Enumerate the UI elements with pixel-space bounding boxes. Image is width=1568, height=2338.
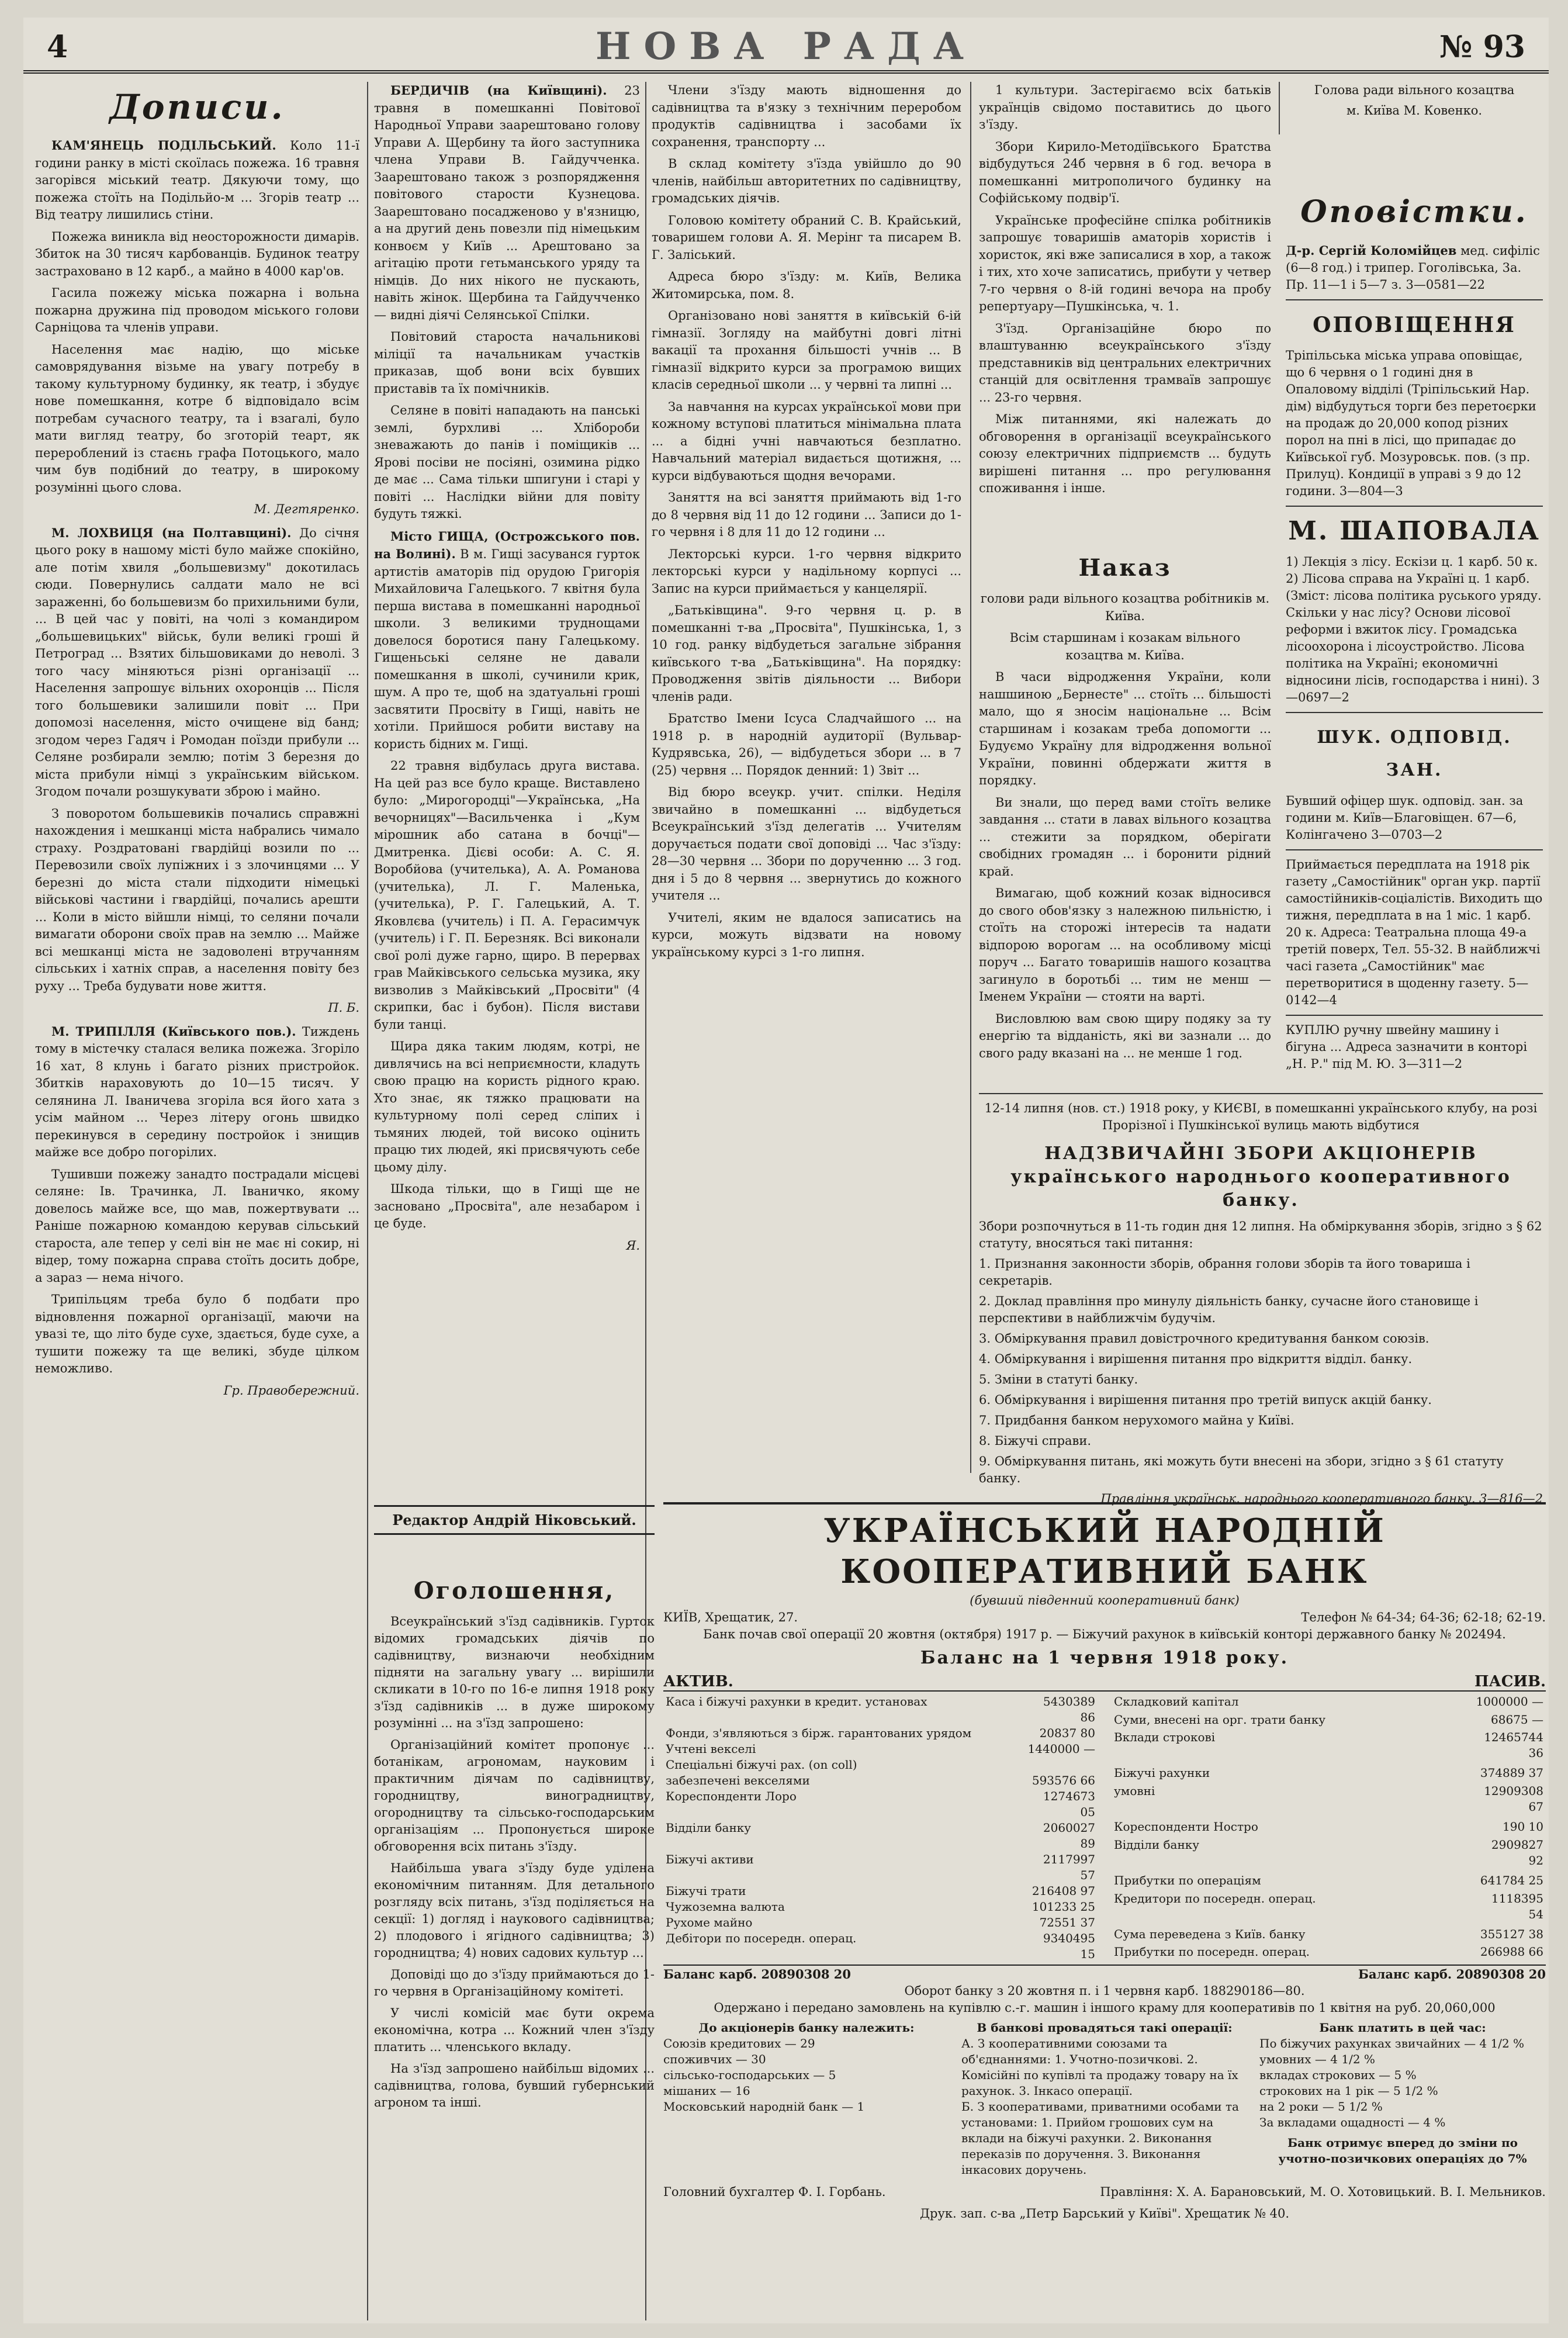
column-notices xyxy=(652,82,961,1479)
balance-item-name: Біжучі рахунки xyxy=(1114,1766,1210,1780)
newspaper-title: НОВА РАДА xyxy=(596,25,977,68)
divider xyxy=(663,1502,1546,1505)
article-text: Гасила пожежу міська пожарна і вольна пожарна дружина під проводом міського голови Сарніцова та членів управи. xyxy=(35,286,359,334)
shareholders-meeting xyxy=(979,1087,1543,1506)
notice-text: „Батьківщина". 9-го червня ц. р. в помешканні т-ва „Просвіта", Пушкінська, 1, з 10 год. ранку відбудеться загальне зібрання київського т-ва „Батьківщина". На порядку: Проводження звітів діяльности ... Вибори членів ради. xyxy=(652,603,961,704)
balance-item-value: 12909308 67 xyxy=(1484,1783,1543,1814)
ad-text: КУПЛЮ ручну швейну машину і бігуна ... Адреса зазначити в конторі „Н. Р." під М. Ю. 3—311—2 xyxy=(1286,1023,1528,1071)
balance-row xyxy=(1112,1783,1546,1819)
article-text: Населення має надію, що міське самоврядування візьме на увагу потребу в такому культурному будинку, як театр, і збудує нове помешкання, котре б відповідало всім потребам сучасного театру, та і взагалі, було мати вигляд театру, бо зготорій теарт, як перероблений із стаєнь графа Потоцького, мало чим був подібний до театру, в широкому розумінні цього слова. xyxy=(35,342,359,494)
ad-text: 1) Лекція з лісу. Ескізи ц. 1 карб. 50 к. 2) Лісова справа на Україні ц. 1 карб. (Зміст: лісова політика руського уряду. Скільки у нас лісу? Основи лісової реформи і вжиток лісу. Громадська лісоохорона і лісоустройство. Лісова політика на Україні; економичні відносини лісів, господарства і нині). 3—0697—2 xyxy=(1286,555,1542,704)
balance-item-value: 374889 37 xyxy=(1480,1766,1543,1780)
balance-row xyxy=(663,1852,1098,1883)
dateline: Місто ГИЩА, (Острожського пов. на Волині). xyxy=(374,528,640,561)
balance-row xyxy=(663,1899,1098,1915)
article-text: Пожежа виникла від неосторожности димарів. Збиток на 30 тисяч карбованців. Будинок театру застраховано в 12 карб., а майно в 4000 кар'ов. xyxy=(35,229,359,278)
masthead xyxy=(23,18,1549,74)
agenda-item: 6. Обміркування і вирішення питання про третій випуск акцій банку. xyxy=(979,1393,1432,1407)
balance-row xyxy=(663,1915,1098,1931)
balance-item-name: Фонди, з'являються з бірж. гарантованих урядом xyxy=(666,1726,972,1740)
balance-item-name: Прибутки по операціям xyxy=(1114,1873,1261,1887)
ad-text: Бувший офіцер шук. одповід. зан. за години м. Київ—Благовіщен. 67—6, Колінгачено 3—0703—2 xyxy=(1286,794,1524,842)
balance-item-name: Відділи банку xyxy=(1114,1837,1200,1852)
notice-text: За навчання на курсах української мови при кожному вступові платиться мінімальна плата ... а бідні учні навчаються безплатно. Навчальний матеріал видається щотижня, ... курси відбуваються щодня вечорами. xyxy=(652,399,961,483)
balance-item-name: Рухоме майно xyxy=(666,1915,753,1929)
dateline: КАМ'ЯНЕЦЬ ПОДІЛЬСЬКИЙ. xyxy=(51,138,276,153)
balance-item-value: 12465744 36 xyxy=(1484,1730,1543,1761)
balance-item-name: Дебітори по посередн. операц. xyxy=(666,1931,857,1945)
balance-row xyxy=(1112,1927,1546,1945)
article-text: Тушивши пожежу занадто пострадали місцеві селяне: Ів. Трачинка, Л. Іваничко, якому довелось майже все, що мав, пожертвувати ... Раніше пожарною командою керував сільський староста, але тепер у селі він не має ні сокир, ні відер, тому пожарна справа стоїть досить добре, а зараз — нема нічого. xyxy=(35,1167,359,1285)
bank-title: УКРАЇНСЬКИЙ НАРОДНІЙ КООПЕРАТИВНИЙ БАНК xyxy=(823,1512,1386,1591)
balance-item-value: 9340495 15 xyxy=(1043,1931,1095,1961)
aktiv-label: АКТИВ. xyxy=(663,1673,733,1690)
order-column xyxy=(979,544,1271,1081)
balance-row xyxy=(1112,1944,1546,1962)
balance-item-value: 190 10 xyxy=(1503,1820,1543,1834)
balance-row xyxy=(663,1773,1098,1789)
balance-row xyxy=(663,1820,1098,1852)
bank-subtitle: (бувший південний кооперативний банк) xyxy=(970,1593,1240,1607)
announcement-text: У числі комісій має бути окрема економічна, котра ... Кожний член з'їзду платить ... членського вкладу. xyxy=(374,2006,655,2054)
balance-item-value: 101233 25 xyxy=(1032,1900,1095,1914)
bank-orders: Одержано і передано замовлень на купівлю с.-г. машин і іншого краму для кооперативів по 1 квітня на руб. 20,060,000 xyxy=(714,2001,1496,2015)
balance-item-name: Кореспонденти Ностро xyxy=(1114,1820,1258,1834)
signature: М. Дегтяренко. xyxy=(254,502,359,516)
announcement-text: На з'їзд запрошено найбільш відомих ... садівництва, голова, бувший губернський агроном та інші. xyxy=(374,2062,655,2109)
balance-row xyxy=(663,1789,1098,1820)
signature: П. Б. xyxy=(328,1001,359,1015)
operations-text: Б. З кооперативами, приватними особами та установами: 1. Прийом грошових сум на вклади на біжучі рахунки. 2. Виконання переказів по доручення. 3. Виконання інкасових доручень. xyxy=(961,2100,1239,2177)
bank-advertisement: УКРАЇНСЬКИЙ НАРОДНІЙ КООПЕРАТИВНИЙ БАНК (бувший південний кооперативний банк) КИЇВ, Хрещатик, 27. Телефон № 64-34; 64-36; 62-18; 62-19. Банк почав свої операції 20 жовтня (октября) 1917 р. — Біжучий рахунок в київській конторі державного банку № 202494. Баланс на 1 червня 1918 року. АКТИВ. ПАСИВ. Каса і біжучі рахунки в кредит. установах 5430389 86 Фонди, з'являються з бірж. гарантованих урядом 20837 80 Учтені векселі 1440000 — Спеціальні біжучі рах. (on coll) забезпечені векселями 593576 66 Кореспонденти Лоро 1274673 05 Відділи банку 2060027 89 Біжучі активи 2117997 57 Біжучі трати 216408 97 Чужоземна валюта 101233 25 Рухоме майно 72551 37 Дебітори по посередн. операц. 9340495 15 Складковий капітал 1000000 — Суми, внесені на орг. трати банку 68675 — Вклади строкові 12465744 36 Біжучі рахунки 374889 37 умовні 12909308 67 Кореспонденти Ностро 190 10 Відділи банку 2909827 92 Прибутки по операціям 641784 25 Кредитори по посередн. операц. 1118395 54 Сума переведена з Київ. банку 355127 38 Прибутки по посередн. операц. 266988 66 Баланс карб. 20890308 20 Баланс карб. 20890308 20 Оборот банку з 20 жовтня п. і 1 червня карб. 188290186—80. Одержано і передано замовлень на купівлю с.-г. машин і іншого краму для кооперативів по 1 квітня на руб. 20,060,000 До акціонерів банку належить: Союзів кредитових — 29 споживчих — 30 сільсько-господарських — 5 мішаних — 16 Московський народній банк — 1 В банкові провадяться такі операції: А. З кооперативними союзами та об'єднаннями: 1. Учотно-позичкові. 2. Комісійні по купівлі та продажу товару на їх рахунок. 3. Інкасо операції. Б. З кооперативами, приватними особами та установами: 1. Прийом грошових сум на вклади на біжучі рахунки. 2. Виконання переказів по доручення. 3. Виконання інкасових доручень. Банк платить в цей час: По біжучих рахунках звичайних — 4 1/2 % умовних — 4 1/2 % вкладах строкових — 5 % строкових на 1 рік — 5 1/2 % на 2 роки — 5 1/2 % За вкладами ощадності — 4 % Банк отримує вперед до зміни по учотно-позичкових операціях до 7% Головний бухгалтер Ф. І. Горбань. Правління: Х. А. Барановський, М. О. Хотовицький. В. І. Мельников. Друк. зап. с-ва „Петр Барський у Київі". Хрещатик № 40. xyxy=(663,1496,1546,2332)
divider xyxy=(1286,506,1543,507)
operations-heading: В банкові провадяться такі операції: xyxy=(977,2021,1233,2035)
agenda-item: 9. Обміркування питань, які можуть бути внесені на збори, згідно з § 61 статуту банку. xyxy=(979,1454,1504,1485)
agenda-item: 8. Біжучі справи. xyxy=(979,1434,1092,1448)
balance-item-value: 355127 38 xyxy=(1480,1927,1543,1941)
rate-row: По біжучих рахунках звичайних — 4 1/2 % xyxy=(1259,2036,1525,2050)
balance-item-value: 1440000 — xyxy=(1027,1742,1095,1756)
balance-row xyxy=(1112,1765,1546,1783)
divider xyxy=(979,1093,1543,1094)
pasiv-total: 20890308 20 xyxy=(1456,1967,1546,1981)
balance-item-name: Кредитори по посередн. операц. xyxy=(1114,1891,1316,1905)
balance-item-value xyxy=(1023,1757,1098,1773)
ad-heading: ОПОВІЩЕННЯ xyxy=(1313,313,1516,337)
balance-item-value: 1274673 05 xyxy=(1043,1789,1095,1819)
signature: Правління українськ. народнього кооперативного банку. 3—816—2 xyxy=(1100,1492,1543,1506)
balance-row xyxy=(1112,1891,1546,1927)
rate-note: Банк отримує вперед до зміни по учотно-позичкових операціях до 7% xyxy=(1278,2136,1527,2166)
balance-item-value: 20837 80 xyxy=(1039,1726,1095,1740)
balance-heading: Баланс на 1 червня 1918 року. xyxy=(920,1648,1289,1668)
issue-number: № 93 xyxy=(1439,29,1525,65)
balance-item-value: 5430389 86 xyxy=(1043,1694,1095,1724)
notice-text: Українське професійне спілка робітників запрошує товаришів аматорів хористів і хористок, які вже записалися в хор, а також і тих, хто хоче записатись, прибути у четвер 7-го червня о 8-ій годині вечора на пробу репертуару—Пушкінська, ч. 1. xyxy=(979,213,1271,313)
balance-item-name: Вклади строкові xyxy=(1114,1730,1216,1745)
announcements-column xyxy=(374,1566,655,2326)
bank-address: КИЇВ, Хрещатик, 27. xyxy=(663,1610,798,1624)
printer-line: Друк. зап. с-ва „Петр Барський у Київі". Хрещатик № 40. xyxy=(919,2206,1290,2221)
balance-item-value: 68675 — xyxy=(1491,1712,1543,1727)
board-label: Правління: xyxy=(1100,2185,1173,2199)
ad-text: мед. сифіліс (6—8 год.) і трипер. Гоголівська, 3а. Пр. 11—1 і 5—7 з. 3—0581—22 xyxy=(1286,244,1540,292)
agenda-item: 7. Придбання банком нерухомого майна у Київі. xyxy=(979,1413,1294,1427)
rate-row: на 2 роки — 5 1/2 % xyxy=(1259,2100,1383,2114)
dateline: М. ТРИПІЛЛЯ (Київського пов.). xyxy=(51,1023,296,1039)
balance-row xyxy=(1112,1873,1546,1891)
shareholders-heading: До акціонерів банку належить: xyxy=(698,2021,915,2035)
signature: Гр. Правобережний. xyxy=(223,1383,359,1398)
article-text: Коло 11-ї години ранку в місті скоїлась пожежа. 16 травня загорівся міський театр. Дякуючи тому, що пожежа стоїть на Подільйо-м ... Згорів театр ... Від театру лишились стіни. xyxy=(35,139,359,222)
order-text: Висловлюю вам свою щиру подяку за ту енергію та відданість, які ви зазнали ... до свого раду вказані на ... не менше 1 год. xyxy=(979,1011,1271,1060)
ad-text: м. Київа М. Ковенко. xyxy=(1346,103,1483,117)
balance-item-name: умовні xyxy=(1114,1783,1155,1798)
divider xyxy=(1286,849,1543,850)
balance-item-value: 641784 25 xyxy=(1480,1873,1543,1887)
newspaper-page xyxy=(23,18,1549,2323)
column-notices-2 xyxy=(979,82,1271,538)
balance-item-name: Сума переведена з Київ. банку xyxy=(1114,1927,1306,1941)
dateline: М. ЛОХВИЦЯ (на Полтавщині). xyxy=(51,525,292,540)
announcement-text: Доповіді що до з'їзду приймаються до 1-го червня в Організаційному комітеті. xyxy=(374,1967,655,1998)
balance-item-name: Біжучі трати xyxy=(666,1884,746,1898)
bank-turnover: Оборот банку з 20 жовтня п. і 1 червня карб. 188290186—80. xyxy=(904,1984,1305,1998)
signature: Я. xyxy=(626,1238,640,1253)
balance-item-name: Суми, внесені на орг. трати банку xyxy=(1114,1712,1325,1727)
balance-row xyxy=(663,1741,1098,1757)
order-subheading: голови ради вільного козацтва робітників м. Київа. xyxy=(980,592,1270,623)
ad-name: Д-р. Сергій Коломійцев xyxy=(1286,243,1457,258)
announcement-text: Всеукраїнський з'їзд садівників. Гурток відомих громадських діячів по садівництву, визнаючи необхідним підняти на загальну увагу ... вирішили скликати в 10-го по 16-е липня 1918 року з'їзд садівників ... в дуже широкому розумінні ... на з'їзд запрошено: xyxy=(374,1614,655,1730)
pasiv-table xyxy=(1112,1694,1546,1962)
meeting-text: Збори розпочнуться в 11-ть годин дня 12 липня. На обміркування зборів, згідно з § 62 статуту, вносяться такі питання: xyxy=(979,1219,1542,1250)
shareholder-row: споживчих — 30 xyxy=(663,2052,766,2066)
notice-text: Учителі, яким не вдалося записатись на курси, можуть відзвати на новому українському курсі з 1-го липня. xyxy=(652,910,961,959)
order-text: Вимагаю, щоб кожний козак відносився до свого обов'язку з належною пильністю, і стоїть на сторожі інтересів та надати відпорою ворогам ... на особливому місці поруч ... Багато товаришів нашого козацтва загинуло в боротьбі ... тим не менш — Іменем України — стояти на варті. xyxy=(979,886,1271,1004)
meeting-heading: НАДЗВИЧАЙНІ ЗБОРИ АКЦІОНЕРІВ українського народнього кооперативного банку. xyxy=(1010,1143,1511,1210)
notice-text: 1 культури. Застерігаємо всіх батьків українців свідомо поставитись до цього з'їзду. xyxy=(979,83,1271,132)
ads-column xyxy=(1286,187,1543,1075)
balance-item-value: 216408 97 xyxy=(1032,1884,1095,1898)
operations-text: А. З кооперативними союзами та об'єднаннями: 1. Учотно-позичкові. 2. Комісійні по купівлі та продажу товару на їх рахунок. 3. Інкасо операції. xyxy=(961,2036,1238,2098)
notice-text: Збори Кирило-Методіївського Братства відбудуться 24б червня в 6 год. вечора в помешканні митрополичого будинку на Софійському подвір'ї. xyxy=(979,139,1271,205)
divider xyxy=(1286,299,1543,300)
ad-text: Приймається передплата на 1918 рік газету „Самостійник" орган укр. партії самостійників-соціалістів. Виходить що тижня, передплата в на 1 міс. 1 карб. 20 к. Адреса: Театральна площа 49-а третій поверх, Тел. 55-32. В найближчі часі газета „Самостійник" має перетворитися в щоденну газету. 5—0142—4 xyxy=(1286,857,1543,1007)
rates-heading: Банк платить в цей час: xyxy=(1319,2021,1486,2035)
article-text: Трипільцям треба було б подбати про відновлення пожарної організації, маючи на увазі те, що літо буде сухе, здається, буде сухе, а тушити пожежу та ще великі, збуде цілком неможливо. xyxy=(35,1292,359,1375)
balance-item-value: 1000000 — xyxy=(1476,1694,1543,1708)
agenda-item: 1. Признання законности зборів, обрання голови зборів та його товариша і секретарів. xyxy=(979,1257,1470,1288)
balance-item-value: 72551 37 xyxy=(1039,1915,1095,1929)
divider xyxy=(1286,712,1543,713)
article-text: Селяне в повіті нападають на панські землі, бурхливі ... Хлібороби зневажають до панів і поміщиків ... Ярові посіви не посіяні, озимина рідко де має ... Сама тільки шпигуни і старі у повіті ... Наслідки війни для повіту будуть тяжкі. xyxy=(374,403,640,521)
balance-item-name: Учтені векселі xyxy=(666,1742,756,1756)
announcement-text: Найбільша увага з'їзду буде уділена економічним питанням. Для детального розгляду всіх питань, з'їзд поділяється на секції: 1) догляд і наукового садівництва; 2) плодового і ягідного садівництва; 3) городництва; 4) нових садових культур ... xyxy=(374,1861,655,1960)
notice-text: Лекторські курси. 1-го червня відкрито лекторські курси у надільному корпусі ... Запис на курси приймається у канцелярії. xyxy=(652,547,961,596)
balance-item-value: 2909827 92 xyxy=(1491,1837,1543,1867)
notice-text: Братство Імени Ісуса Сладчайшого ... на 1918 р. в народній аудиторії (Вульвар-Кудрявська, 26), — відбудеться збори ... в 7 (25) червня ... Порядок денний: 1) Звіт ... xyxy=(652,711,961,777)
balance-row xyxy=(1112,1712,1546,1730)
announcement-text: Організаційний комітет пропонує ... ботанікам, агрономам, науковим і практичним діячам по садівництву, городництву, виноградництву, огородництву та сільсько-господарським організаціям ... Пропонується широке обговорення всіх питань з'їзду. xyxy=(374,1738,655,1853)
balance-row xyxy=(663,1694,1098,1725)
notice-text: Головою комітету обраний С. В. Крайський, товаришем голови А. Я. Мерінг та писарем В. Г. Заліський. xyxy=(652,213,961,262)
notice-text: Між питаннями, які належать до обговорення в організації всеукраїнського союзу електричних підприємств ... будуть вирішені питання ... про регулювання споживання і інше. xyxy=(979,412,1271,495)
shareholder-row: сільсько-господарських — 5 xyxy=(663,2068,836,2082)
article-text: З поворотом большевиків почались справжні нахождения і мешканці міста набрались чимало страху. Роздратовані гвардійці возили по ... Перевозили своїх лупіжних і з злочинцями ... У березні до міста стали підходити німецькі військові частини і гвардійці, почались арешти ... Коли в місто війшли німці, то селяни почали вимагати оборони своїх прав на землю ... Майже всі мешканці міста не задоволені втручанням сільських і хатніх справ, а населення повіту без руху ... Треба будувати нове життя. xyxy=(35,806,359,993)
aktiv-table xyxy=(663,1694,1098,1962)
order-text: Ви знали, що перед вами стоїть велике завдання ... стати в лавах вільного козацтва ... стежити за порядком, оберігати свобідних громадян ... і боронити рідний край. xyxy=(979,795,1271,879)
column-rule xyxy=(970,82,971,1473)
board-member: В. І. Мельников. xyxy=(1439,2185,1546,2199)
order-heading: Наказ xyxy=(1078,554,1172,582)
bank-start: Банк почав свої операції 20 жовтня (октября) 1917 р. — Біжучий рахунок в київській конторі державного банку № 202494. xyxy=(703,1627,1506,1641)
page-number: 4 xyxy=(47,29,68,65)
balance-item-value: 593576 66 xyxy=(1032,1773,1095,1787)
ad-heading: М. ШАПОВАЛА xyxy=(1288,516,1541,546)
article-text: 22 травня відбулась друга вистава. На цей раз все було краще. Виставлено було: „Мирогородці"—Українська, „На вечорницях"—Васильченка і „Кум мірошник або сатана в бочці"—Дмитренка. Дієві особи: А. С. Я. Воробйова (учителька), А. А. Романова (учителька), Л. Г. Маленька, (учителька), Р. Г. Галецький, А. Т. Яковлєва (учитель) і П. А. Герасимчук (учитель) і Г. П. Березняк. Всі виконали свої ролі дуже гарно, щиро. В перервах грав Майківського сельська музика, яку визволив з Майківський „Просвіти" (4 скрипки, бас і бубон). Після вистави були танці. xyxy=(374,759,640,1032)
balance-item-value: 2060027 89 xyxy=(1043,1821,1095,1851)
article-text: Повітовий староста начальникові міліції та начальникам участків приказав, щоб вони всіх бувших приставів та їх помічників. xyxy=(374,330,640,396)
section-heading: Оголошення, xyxy=(413,1577,615,1604)
notice-text: Заняття на всі заняття приймають від 1-го до 8 червня від 11 до 12 години ... Записи до 1-го червня і 8 для 11 до 12 години ... xyxy=(652,490,961,539)
notice-text: Члени з'їзду мають відношення до садівництва та в'язку з технічним переробом продуктів садівництва і засобами їх сохранення, транспорту ... xyxy=(652,83,961,149)
rate-row: За вкладами ощадності — 4 % xyxy=(1259,2115,1446,2129)
column-rule xyxy=(1279,82,1280,134)
ads-heading: Оповістки. xyxy=(1300,194,1528,230)
balance-row xyxy=(663,1725,1098,1741)
balance-row xyxy=(1112,1730,1546,1765)
balance-row xyxy=(663,1757,1098,1773)
balance-item-name: Кореспонденти Лоро xyxy=(666,1789,797,1803)
bank-phones: Телефон № 64-34; 64-36; 62-18; 62-19. xyxy=(1301,1610,1546,1624)
balance-item-name: Складковий капітал xyxy=(1114,1694,1239,1708)
notice-text: Адреса бюро з'їзду: м. Київ, Велика Житомирська, пом. 8. xyxy=(652,269,961,301)
section-heading: Дописи. xyxy=(109,87,285,127)
article-text: 23 травня в помешканні Повітової Народньої Управи заарештовано голову Управи А. Щербину та його заступника члена Управи В. Гайдучченка. Заарештовано також з розпорядження повітового старости Кузнецова. Заарештовано посадженово у в'язницю, а на другий день повезли під німецьким конвоєм у Київ ... Арештовано за агітацію проти гетьманського уряду та німців. До них нікого не пускають, навіть жінок. Щербина та Гайдучченко — видні діячі Селянської Спілки. xyxy=(374,84,640,322)
shareholder-row: Московський народній банк — 1 xyxy=(663,2100,865,2114)
divider xyxy=(1286,1015,1543,1016)
column-rule xyxy=(367,82,368,2320)
agenda-item: 5. Зміни в статуті банку. xyxy=(979,1372,1138,1386)
aktiv-total: 20890308 20 xyxy=(761,1967,851,1981)
dateline: БЕРДИЧІВ (на Київщині). xyxy=(390,83,607,98)
shareholder-row: Союзів кредитових — 29 xyxy=(663,2036,815,2050)
column-letters xyxy=(35,82,359,2315)
ad-text: Голова ради вільного козацтва xyxy=(1314,83,1515,97)
balance-row xyxy=(663,1931,1098,1962)
meeting-intro: 12-14 липня (нов. ст.) 1918 року, у КИЄВІ, в помешканні українського клубу, на розі Прорізної і Пушкінської вулиць мають відбутися xyxy=(984,1101,1538,1132)
balance-item-value: 1118395 54 xyxy=(1491,1891,1543,1921)
ads-top xyxy=(1286,82,1543,181)
column-correspondence xyxy=(374,82,640,1555)
order-text: В часи відродження України, коли нашшиною „Бернесте" ... стоїть ... більшості мало, що я зносім національне ... Всім старшинам і козакам треба допомогти ... Будуємо Україну для відродження вольної України, повинні обдержати життя в порядку. xyxy=(979,670,1271,787)
board-member: Х. А. Барановський xyxy=(1176,2185,1302,2199)
agenda-item: 4. Обміркування і вирішення питання про відкриття відділ. банку. xyxy=(979,1352,1413,1366)
notice-text: Організовано нові заняття в київській 6-ій гімназії. Зогляду на майбутні довгі літні вакації та прохання більшості учнів ... В гімназії відкрито курси за програмою вищих класів середньої школи ... у червні та липні ... xyxy=(652,309,961,392)
agenda-item: 3. Обміркування правил довістрочного кредитування банком союзів. xyxy=(979,1331,1429,1346)
article-text: Тиждень тому в містечку сталася велика пожежа. Згоріло 16 хат, 8 клунь і багато різних пристройок. Збитків нараховують до 10—15 тисяч. У селянина Л. Іваничева згоріла вся його хата з усім майном ... Через літеру огонь швидко перекинувся в середину постройок і знищив майже все добро погорілих. xyxy=(35,1024,359,1159)
agenda-item: 2. Доклад правління про минулу діяльність банку, сучасне його становище і перспективи в найближчім будучім. xyxy=(979,1294,1479,1325)
notice-text: В склад комітету з'їзда увійшло до 90 членів, найбільш авторитетних по садівництву, громадських діячів. xyxy=(652,157,961,205)
rate-row: строкових на 1 рік — 5 1/2 % xyxy=(1259,2084,1438,2098)
balance-row xyxy=(1112,1694,1546,1712)
balance-row xyxy=(663,1883,1098,1899)
ad-text: Тріпільська міська управа оповіщає, що 6 червня о 1 годині дня в Опаловому відділі (Тріпільський Нар. дім) відбудуться торги без перетоєрки на продаж до 20,000 копод різних порол на пні в лісі, що припадає до Київської губ. Мозуровськ. пов. (з пр. Прилуц). Кондиції в управі з 9 до 12 години. 3—804—3 xyxy=(1286,348,1536,498)
balance-item-name: Біжучі активи xyxy=(666,1852,754,1866)
balance-item-value: 2117997 57 xyxy=(1043,1852,1095,1882)
balance-item-name: Прибутки по посередн. операц. xyxy=(1114,1945,1310,1959)
board-member: М. О. Хотовицький. xyxy=(1310,2185,1436,2199)
article-text: В м. Гищі засуванся гурток артистів аматорів під орудою Григорія Михайловича Галецького. 7 квітня була перша вистава в помешканні народньої школи. З великими труднощами довелося боротися пану Галецькому. Гищеньські селяне не давали помешкання в школі, сучинили крик, шум. А про те, щоб на здатуальні гроші засвятити Просвіту в Гищі, навіть не хотіли. Прийшося робити виставу на користь бідних м. Гищі. xyxy=(374,547,640,751)
balance-item-name: забезпечені векселями xyxy=(666,1773,810,1787)
article-text: До січня цього року в нашому місті було майже спокійно, але потім хвиля „большевизму" докотилась сюди. Повернулись салдати мало не всі зараженні, бо большевизм бо прихильними були, ... В цей час у повіті, на чолі з командиром „большевицьких" військ, були великі гроші й Петроград ... Взятих більшовиками до неволі. З того часу міняються різні організації ... Населення запрошує вільних охоронців ... Після того большевики залишили повіт ... При допомозі населення, місто очищене від банд; згодом через Гадяч і Ромодан поїзди прибули ... Селяне розбирали землю; потім 3 березня до міста прибули німці з українським військом. Згодом почали розшукувати зброю і майно. xyxy=(35,525,359,798)
balance-row xyxy=(1112,1837,1546,1873)
article-text: Щира дяка таким людям, котрі, не дивлячись на всі неприємности, кладуть свою працю на користь рідного краю. Хто знає, як тяжко працювати на культурному полі серед сліпих і тьмяних людей, той високо оцінить працю тих людей, які присвячують себе цьому ділу. xyxy=(374,1039,640,1174)
rate-row: вкладах строкових — 5 % xyxy=(1259,2068,1417,2082)
balance-item-name: Чужоземна валюта xyxy=(666,1900,785,1914)
article-text: Шкода тільки, що в Гищі ще не засновано „Просвіта", але незабаром і це буде. xyxy=(374,1182,640,1230)
ad-heading: ШУК. ОДПОВІД. ЗАН. xyxy=(1317,727,1512,780)
rate-row: умовних — 4 1/2 % xyxy=(1259,2052,1375,2066)
shareholder-row: мішаних — 16 xyxy=(663,2084,750,2098)
balance-row xyxy=(1112,1819,1546,1837)
chief-accountant: Головний бухгалтер Ф. І. Горбань. xyxy=(663,2185,886,2199)
editor-line: Редактор Андрій Ніковський. xyxy=(374,1505,655,1535)
balance-item-name: Каса і біжучі рахунки в кредит. установах xyxy=(666,1694,927,1708)
balance-item-name: Відділи банку xyxy=(666,1821,752,1835)
notice-text: Від бюро всеукр. учит. спілки. Неділя звичайно в помешканні ... відбудеться Всеукраїнський з'їзд делегатів ... Учителям доручається подати свої доповіді ... Час з'їзду: 28—30 червня ... Збори по дорученню ... 3 год. дня і 5 до 8 червня ... звернутись до кожного учителя ... xyxy=(652,785,961,902)
notice-text: З'їзд. Організаційне бюро по влаштуванню всеукраїнського з'їзду представників від центральних електричних станцій для освітлення трамваїв запрошує ... 23-го червня. xyxy=(979,321,1271,404)
balance-item-value: 266988 66 xyxy=(1480,1945,1543,1959)
pasiv-label: ПАСИВ. xyxy=(1474,1673,1546,1690)
order-intro: Всім старшинам і козакам вільного козацтва м. Київа. xyxy=(1009,631,1241,662)
balance-item-name: Спеціальні біжучі рах. (on coll) xyxy=(666,1758,857,1772)
